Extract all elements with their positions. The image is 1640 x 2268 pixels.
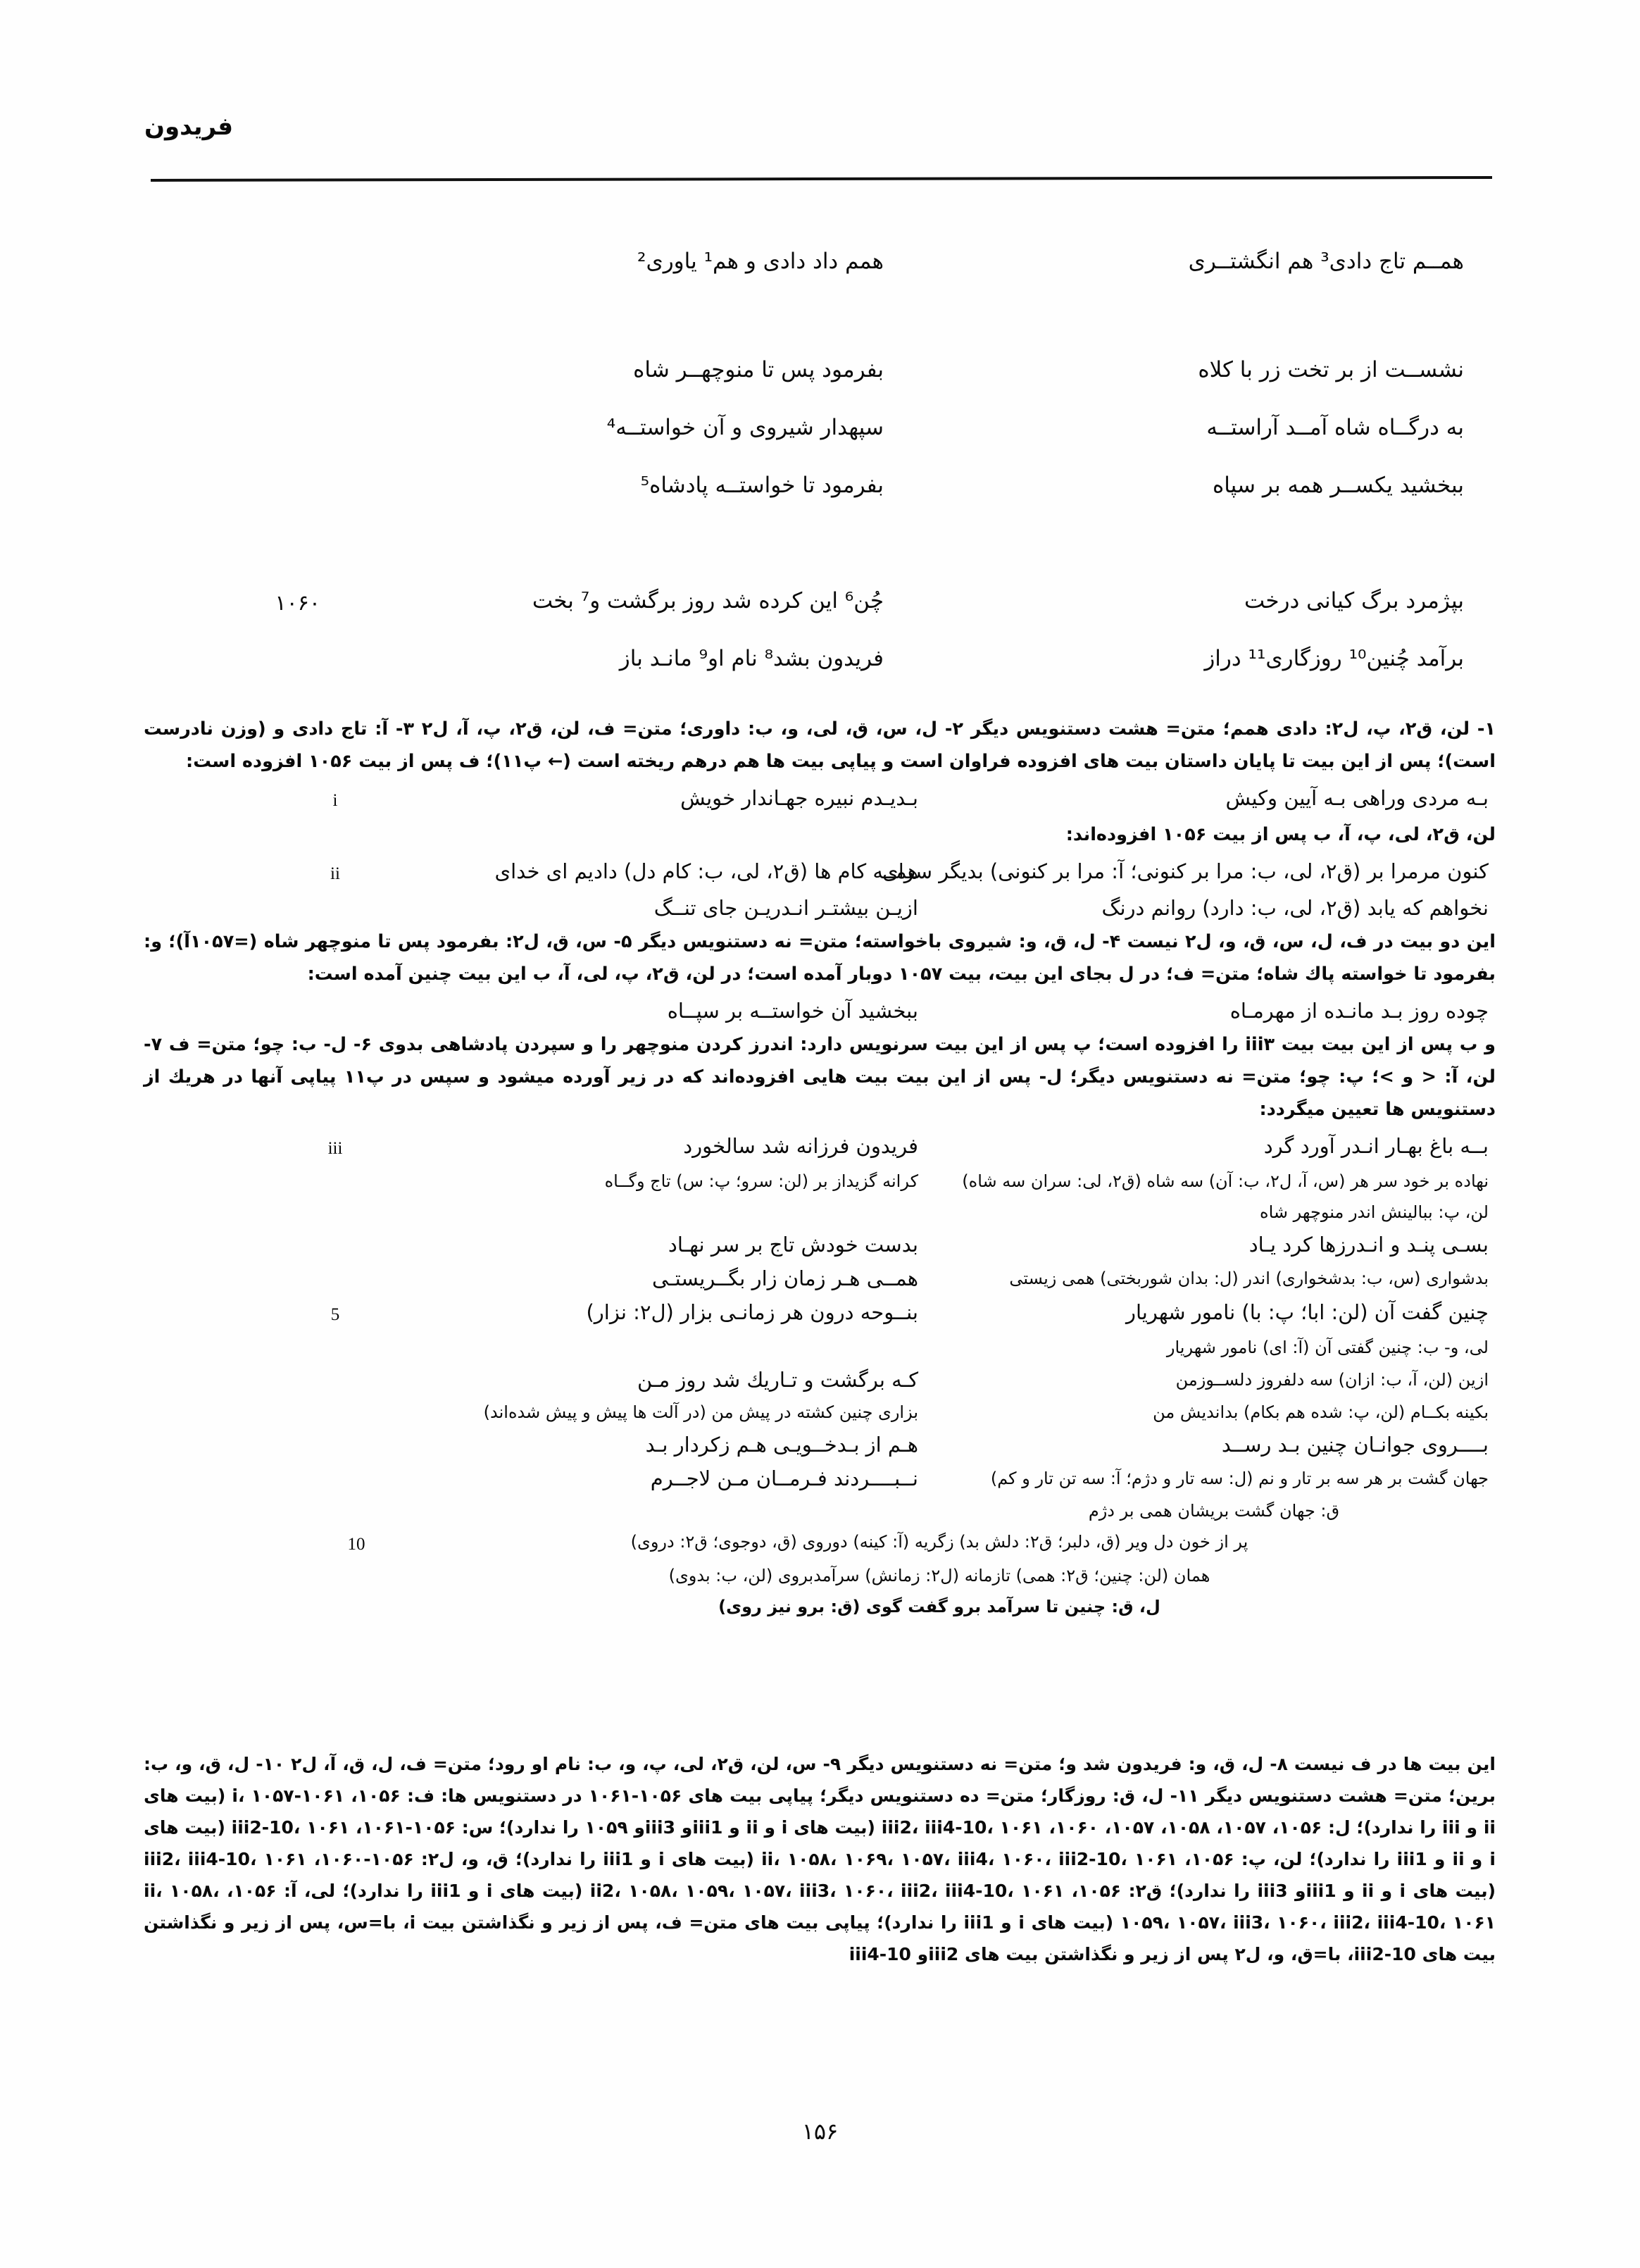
inserted-verse-label [301, 1331, 369, 1335]
inserted-verse-row [144, 993, 1496, 1027]
hemistich-left: بدشواری (س، ب: بدشخواری) اندر (ل: بدان شوربختی) همی زیستی [1009, 1269, 1489, 1288]
inserted-verse-label: ii [330, 864, 340, 883]
hemistich-right: بفرمود پس تا منوچهــر شاه [633, 357, 884, 382]
hemistich-right: بفرمود تا خواستــه پادشاه⁵ [640, 473, 884, 498]
apparatus-note-mid: این دو بیت در ف، ل، س، ق، و، ل۲ نیست ۴- ل، ق، و: شیروی باخواسته؛ متن= نه دستنویس دیگر ۵- س، ق، ل۲: بفرمود پس تا منوچهر شاه (=۱۰۵۷آ)؛ و: بفرمود تا خواسته پاك شاه؛ متن= ف؛ در ل بجای این بیت، بیت ۱۰۵۷ دوبار آمده است؛ در لن، ق۲، پ، لی، آ، ب این بیت چنین آمده است: [144, 931, 1496, 985]
variant-note-left: ل، ق: چنین تا سرآمد برو گفت گوی (ق: برو نیز روی) [718, 1597, 1160, 1616]
inserted-verse-label [301, 1362, 369, 1366]
inserted-verse-row [144, 1128, 1496, 1165]
inserted-verse-label [301, 1495, 369, 1499]
inserted-verse-label [301, 1165, 369, 1169]
verse-line [147, 351, 1492, 409]
hemistich-left: به درگــاه شاه آمــد آراستــه [1206, 415, 1464, 440]
hemistich-right: نــبــــردند فـرمــان مـن لاجــرم [650, 1466, 918, 1490]
verse-line [147, 640, 1492, 698]
inserted-verse-row [144, 1261, 1496, 1295]
hemistich-right: فریدون فرزانه شد سالخورد [683, 1134, 918, 1158]
inserted-couplet-i [144, 780, 1496, 817]
inserted-verse-label [301, 1396, 369, 1400]
inserted-couplet-single [144, 993, 1496, 1027]
inserted-verse-label [301, 993, 369, 997]
inserted-verse-row [144, 1495, 1496, 1526]
apparatus-note-top: ۱- لن، ق۲، پ، ل۲: دادی همم؛ متن= هشت دستنویس دیگر ۲- ل، س، ق، لی، و، ب: داوری؛ متن= ف، لن، ق۲، پ، آ، ل۲ ۳- آ: تاج دادی و (وزن نادرست است)؛ پس از این بیت تا پایان داستان بیت های افزوده فراوان است و پیاپی بیت ها هم درهم ریخته است (← پ۱۱)؛ ف پس از بیت ۱۰۵۶ افزوده است: [144, 718, 1496, 772]
inserted-couplet-ii [144, 854, 1496, 924]
inserted-verse-label [301, 1427, 369, 1431]
inserted-verse-number: 10 [347, 1535, 365, 1554]
variant-note-right [369, 1495, 939, 1496]
apparatus-note-mid2: و ب پس از این بیت بیت iii۳ را افزوده است؛ پ پس از این بیت سرنویس دارد: اندرز کردن منوچهر را و سپردن پادشاهی بدوی ۶- ل- ب: چو؛ متن= ف ۷- لن، آ: < و >؛ پ: چو؛ متن= نه دستنویس دیگر؛ ل- پس از این بیت بیت هایی افزوده‌اند که در زیر آورده میشود و سپس در پ۱۱ پیاپی آنها در هریك از دستنویس ها تعیین میگردد: [144, 1034, 1496, 1120]
inserted-verse-row [144, 1227, 1496, 1261]
hemistich-left: همــم تاج دادی³ هم انگشتــری [1188, 249, 1464, 274]
verse-group-2 [147, 351, 1492, 525]
inserted-verse-label [323, 1559, 390, 1564]
variant-note-right: کرانه گزیداز بر (لن: سرو؛ پ: س) تاج وگــاه [604, 1171, 918, 1191]
inserted-verse-label: iii [327, 1139, 343, 1158]
hemistich-left: نشســت از بر تخت زر با کلاه [1198, 357, 1464, 382]
page-number: ۱۵۶ [801, 2118, 839, 2145]
hemistich-right: بدست خودش تاج بر سر نهـاد [668, 1233, 918, 1257]
inserted-verse-row [144, 1427, 1496, 1461]
verse-line [147, 243, 1492, 301]
verse-number [236, 640, 320, 649]
verse-number [236, 467, 320, 475]
apparatus-criticus [144, 713, 1496, 1623]
hemistich-left: چوده روز بـد مانـده از مهرمـاه [1229, 999, 1489, 1023]
verse-number [236, 409, 320, 418]
variant-note-left: نهاده بر خود سر هر (س، آ، ل۲، ب: آن) سه شاه (ق۲، لی: سران سه شاه) [962, 1171, 1489, 1191]
running-head-title: فریدون [144, 113, 233, 141]
hemistich-left: بــه باغ بهـار انـدر آورد گرد [1263, 1134, 1489, 1158]
inserted-verse-row [144, 854, 1496, 890]
verse-group-3 [147, 582, 1492, 698]
inserted-verse-row [144, 1196, 1496, 1227]
hemistich-right: فریدون بشد⁸ نام او⁹ مانـد باز [619, 646, 884, 671]
hemistich-right: همــه کام ها (ق۲، لی، ب: کام دل) دادیم ای خدای [494, 859, 918, 883]
inserted-block-iii [144, 1128, 1496, 1621]
running-head-container [144, 113, 1496, 141]
verse-group-1 [147, 243, 1492, 301]
hemistich-left: چنین گفت آن (لن: ابا؛ پ: با) نامور شهریار [1125, 1300, 1489, 1324]
hemistich-left: نخواهم که یابد (ق۲، لی، ب: دارد) روانم درنگ [1101, 896, 1489, 920]
inserted-verse-row [144, 1331, 1496, 1362]
variant-note-left: پر از خون دل ویر (ق، دلبر؛ ق۲: دلش بد) زگریه (آ: کینه) دوروی (ق، دوجوی؛ ق۲: دروی) [630, 1532, 1248, 1552]
inserted-verse-row [144, 1295, 1496, 1331]
bottom-apparatus [144, 1748, 1496, 1970]
hemistich-right: سپهدار شیروی و آن خواستــه⁴ [606, 415, 884, 440]
hemistich-right: کـه برگشت و تـاریك شد روز مـن [637, 1368, 918, 1392]
verse-number [236, 243, 320, 251]
hemistich-left: بسـی پنـد و انـدرزها کرد یـاد [1248, 1233, 1489, 1257]
inserted-verse-row [144, 890, 1496, 924]
hemistich-right: بزاری چنین کشته در پیش من (در آلت ها پیش و پیش شده‌اند) [483, 1402, 918, 1422]
bottom-apparatus-note: این بیت ها در ف نیست ۸- ل، ق، و: فریدون شد و؛ متن= نه دستنویس دیگر ۹- س، لن، ق۲، لی، پ، و، ب: نام او رود؛ متن= ف، ل، ق، آ، ل۲ ۱۰- ل، ق، و، ب: برین؛ متن= هشت دستنویس دیگر ۱۱- ل، ق: روزگار؛ متن= ده دستنویس دیگر؛ پیاپی بیت های ۱۰۵۶-۱۰۶۱ در دستنویس ها: ف: ۱۰۵۶، i، ۱۰۵۷-۱۰۶۱ (بیت های ii و iii را ندارد)؛ ل: ۱۰۵۶، ۱۰۵۷، ۱۰۵۸، ۱۰۵۷، ۱۰۶۰، iii2، iii4-10، ۱۰۶۱ (بیت های i و ii و iii1و iii3و ۱۰۵۹ را ندارد)؛ س: ۱۰۵۶-۱۰۶۱، iii2-10، ۱۰۶۱ (بیت های i و ii و iii1 را ندارد)؛ لن، پ: ۱۰۵۶، ii، ۱۰۵۸، ۱۰۶۹، ۱۰۵۷، iii4، ۱۰۶۰، iii2-10، ۱۰۶۱ (بیت های i و iii1 را ندارد)؛ ق، و، ل۲: ۱۰۵۶-۱۰۶۰، iii2، iii4-10، ۱۰۶۱ (بیت های i و ii و iii1و iii3 را ندارد)؛ ق۲: ۱۰۵۶، ii2، ۱۰۵۸، ۱۰۵۹، ۱۰۵۷، iii3، ۱۰۶۰، iii2، iii4-10، ۱۰۶۱ (بیت های i و iii1 را ندارد)؛ لی، آ: ۱۰۵۶، ii، ۱۰۵۸، ۱۰۵۹، ۱۰۵۷، iii3، ۱۰۶۰، iii2، iii4-10، ۱۰۶۱ (بیت های i و iii1 را ندارد)؛ پیاپی بیت های متن= ف، پس از زیر و نگذاشتن بیت i، با=س، پس از زیر و نگذاشتن بیت های iii2-10، با=ق، و، ل۲ پس از زیر و نگذاشتن بیت های iii2و iii4-10 [144, 1754, 1496, 1964]
hemistich-left: ازین (لن، آ، ب: ازان) سه دلفروز دلســوزمن [1175, 1370, 1489, 1390]
inserted-verse-row [144, 780, 1496, 817]
verse-line [147, 582, 1492, 640]
inserted-verse-label: i [332, 791, 338, 810]
inserted-verse-label [301, 890, 369, 895]
inserted-verse-label [323, 1590, 390, 1595]
inserted-verse-label [301, 1227, 369, 1231]
variant-note-left: لن، پ: ببالینش اندر منوچهر شاه [1260, 1202, 1489, 1222]
variant-note-left: ق: جهان گشت بریشان همی بر دژم [1088, 1501, 1340, 1521]
apparatus-note-i: لن، ق۲، لی، پ، آ، ب پس از بیت ۱۰۵۶ افزوده‌اند: [1065, 824, 1496, 845]
hemistich-left: بـه مردی وراهی بـه آیین وکیش [1225, 786, 1489, 810]
variant-note-right [369, 1196, 939, 1197]
verse-number: ۱۰۶۰ [275, 591, 320, 616]
hemistich-right: بنــوحه درون هر زمانـی بزار (ل۲: نزار) [586, 1300, 918, 1324]
header-rule [151, 176, 1492, 182]
inserted-verse-row [144, 1559, 1496, 1590]
verse-block [147, 243, 1492, 698]
hemistich-left: جهان گشت بر هر سه بر تار و نم (ل: سه تار و دژم؛ آ: سه تن تار و کم) [990, 1469, 1489, 1488]
inserted-verse-label [301, 1261, 369, 1265]
inserted-verse-row [144, 1526, 1496, 1559]
hemistich-right: چُن⁶ این کرده شد روز برگشت و⁷ بخت [532, 588, 884, 613]
hemistich-right: بـدیـدم نبیره جهـاندار خویش [680, 786, 918, 810]
inserted-verse-row [144, 1590, 1496, 1621]
hemistich-left: بکینه بکــام (لن، پ: شده هم بکام) بداندیش من [1153, 1402, 1489, 1422]
inserted-verse-label [301, 1196, 369, 1200]
verse-number [236, 351, 320, 360]
hemistich-right: ازیـن بیشتـر انـدریـن جای تنــگ [653, 896, 918, 920]
hemistich-right: هـم از بـدخــویـی هـم زکردار بـد [645, 1433, 918, 1457]
variant-note-right [369, 1331, 939, 1333]
inserted-verse-number: 5 [330, 1305, 340, 1324]
hemistich-left: کنون مرمرا بر (ق۲، لی، ب: مرا بر کنونی؛ آ: مرا بر کنونی) بدیگر سرای [882, 859, 1489, 883]
verse-line [147, 409, 1492, 467]
inserted-verse-label [301, 1461, 369, 1465]
hemistich-right: همم داد دادی و هم¹ یاوری² [637, 249, 884, 274]
hemistich-left: برآمد چُنین¹⁰ روزگاری¹¹ دراز [1204, 646, 1464, 671]
inserted-verse-row [144, 1396, 1496, 1427]
variant-note-left: همان (لن: چنین؛ ق۲: همی) تازمانه (ل۲: زمانش) سرآمدبروی (لن، ب: بدوی) [668, 1566, 1210, 1585]
hemistich-left: بپژمرد برگ کیانی درخت [1244, 588, 1464, 613]
hemistich-right: ببخشید آن خواستــه بر سپــاه [667, 999, 918, 1023]
verse-line [147, 467, 1492, 525]
inserted-verse-row [144, 1165, 1496, 1196]
inserted-verse-row [144, 1461, 1496, 1495]
hemistich-left: بــــروی جوانـان چنین بـد رســد [1221, 1433, 1489, 1457]
inserted-verse-row [144, 1362, 1496, 1396]
hemistich-right: همــی هـر زمان زار بگــریستـی [651, 1266, 918, 1290]
variant-note-left: لی، و- ب: چنین گفتی آن (آ: ای) نامور شهریار [1166, 1338, 1489, 1357]
hemistich-left: ببخشید یکســر همه بر سپاه [1213, 473, 1464, 498]
